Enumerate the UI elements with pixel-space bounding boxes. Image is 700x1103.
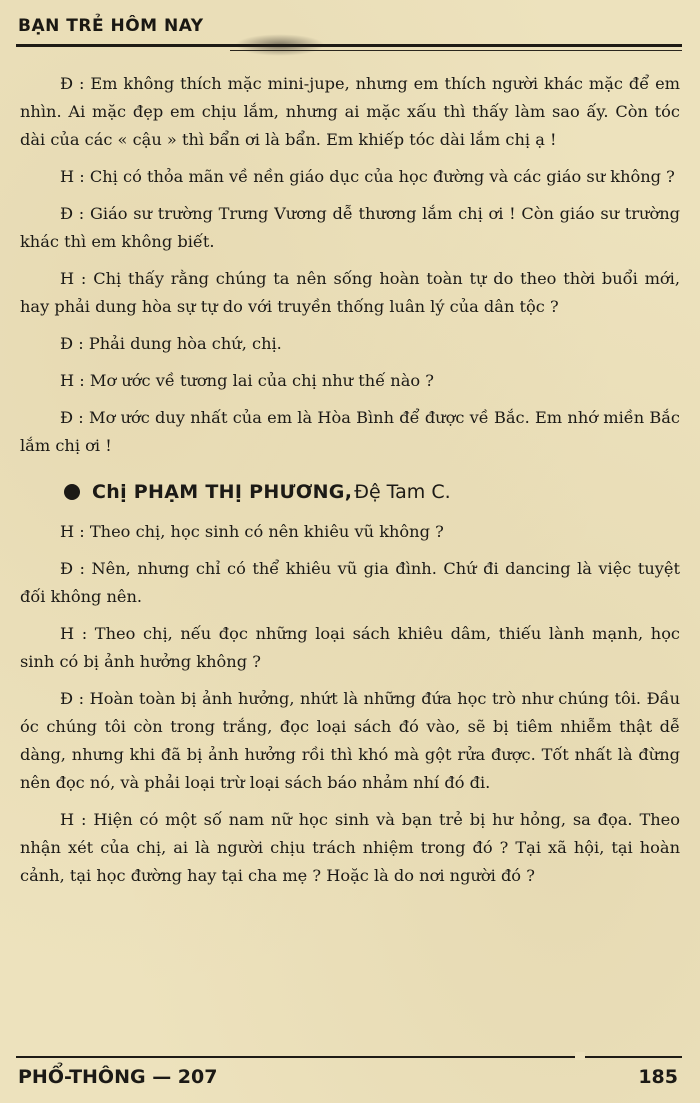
speaker-label: H : (60, 269, 87, 288)
speaker-label: Đ : (60, 559, 86, 578)
qa-paragraph (20, 806, 680, 890)
speaker-label: Đ : (60, 334, 84, 353)
paragraph-text: Mơ ước về tương lai của chị như thế nào ? (89, 371, 434, 390)
speaker-label: H : (60, 522, 85, 541)
magazine-issue: PHỔ-THÔNG — 207 (18, 1066, 218, 1088)
qa-paragraph (20, 620, 680, 676)
footer-rule-gap (575, 1052, 585, 1060)
article-body (20, 70, 680, 899)
interview-block-1 (20, 70, 680, 460)
speaker-label: H : (60, 167, 85, 186)
qa-paragraph (20, 685, 680, 797)
paragraph-text: Phải dung hòa chứ, chị. (88, 334, 282, 353)
qa-paragraph (20, 265, 680, 321)
interviewee-class: Đệ Tam C. (354, 481, 451, 503)
speaker-label: H : (60, 371, 85, 390)
paragraph-text: Chị có thỏa mãn về nền giáo dục của học đường và các giáo sư không ? (89, 167, 675, 186)
interviewee-heading (64, 478, 680, 506)
qa-paragraph (20, 163, 680, 191)
paragraph-text: Em không thích mặc mini-jupe, nhưng em thích người khác mặc để em nhìn. Ai mặc đẹp em chịu lắm, nhưng ai mặc xấu thì thấy làm sao ấy. Còn tóc dài của các « cậu » thì bẩn ơi là bẩn. Em khiếp tóc dài lắm chị ạ ! (20, 74, 680, 149)
speaker-label: Đ : (60, 408, 84, 427)
qa-paragraph (20, 70, 680, 154)
qa-paragraph (20, 367, 680, 395)
paragraph-text: Hoàn toàn bị ảnh hưởng, nhứt là những đứa học trò như chúng tôi. Đầu óc chúng tôi còn trong trắng, đọc loại sách đó vào, sẽ bị tiêm nhiễm thật dễ dàng, nhưng khi đã bị ảnh hưởng rồi thì khó mà gột rửa được. Tốt nhất là đừng nên đọc nó, và phải loại trừ loại sách báo nhảm nhí đó đi. (20, 689, 680, 792)
qa-paragraph (20, 330, 680, 358)
interview-block-2 (20, 518, 680, 890)
interviewee-name: Chị PHẠM THỊ PHƯƠNG, (92, 481, 353, 503)
header-rule (16, 44, 682, 47)
paragraph-text: Theo chị, nếu đọc những loại sách khiêu dâm, thiếu lành mạnh, học sinh có bị ảnh hưởng không ? (20, 624, 681, 671)
paragraph-text: Giáo sư trường Trưng Vương dễ thương lắm chị ơi ! Còn giáo sư trường khác thì em không biết. (20, 204, 680, 251)
qa-paragraph (20, 518, 680, 546)
bullet-dot-icon (64, 484, 80, 500)
paragraph-text: Nên, nhưng chỉ có thể khiêu vũ gia đình. Chứ đi dancing là việc tuyệt đối không nên. (20, 559, 681, 606)
paragraph-text: Mơ ước duy nhất của em là Hòa Bình để được về Bắc. Em nhớ miền Bắc lắm chị ơi ! (20, 408, 680, 455)
paragraph-text: Chị thấy rằng chúng ta nên sống hoàn toàn tự do theo thời buổi mới, hay phải dung hòa sự tự do với truyền thống luân lý của dân tộc ? (20, 269, 680, 316)
speaker-label: Đ : (60, 689, 85, 708)
speaker-label: H : (60, 624, 88, 643)
qa-paragraph (20, 555, 680, 611)
qa-paragraph (20, 200, 680, 256)
header-rule-thin (230, 50, 682, 51)
paragraph-text: Hiện có một số nam nữ học sinh và bạn trẻ bị hư hỏng, sa đọa. Theo nhận xét của chị, ai là người chịu trách nhiệm trong đó ? Tại xã hội, tại hoàn cảnh, tại học đường hay tại cha mẹ ? Hoặc là do nơi người đó ? (20, 810, 681, 885)
speaker-label: Đ : (60, 204, 85, 223)
paragraph-text: Theo chị, học sinh có nên khiêu vũ không ? (89, 522, 444, 541)
speaker-label: H : (60, 810, 87, 829)
page-number: 185 (638, 1066, 678, 1088)
qa-paragraph (20, 404, 680, 460)
speaker-label: Đ : (60, 74, 85, 93)
running-title: BẠN TRẺ HÔM NAY (18, 16, 204, 36)
